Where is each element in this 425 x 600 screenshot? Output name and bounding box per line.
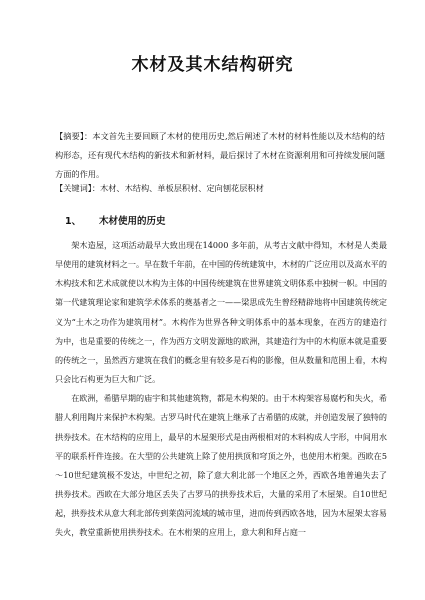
section-heading <box>65 213 166 227</box>
abstract-label: 【摘要】： <box>55 131 93 141</box>
keywords-label: 【关键词】： <box>55 183 101 193</box>
body-paragraph: 架木造屋，这项活动最早大致出现在14000 多年前，从考古文献中得知，木材是人类最早使用的建筑材料之一。早在数千年前，在中国的传统建筑中，木材的广泛应用以及高水平的木构技术和艺术成就使以木构为主体的中国传统建筑在世界建筑文明体系中独树一帜。中国的第一代建筑理论家和建筑学术体系的奠基者之一——梁思成先生曾经精辟地将中国建筑传统定义为“土木之功作为建筑用材”。木构作为世界各种文明体系中的基本现象，在西方的建造行为中，也是重要的传统之一，作为西方文明发源地的欧洲，其建造行为中的木构原本就是重要的传统之一，虽然西方建筑在我们的概念里有较多是石构的影像，但从数量和范围上看，木构只会比石构更为巨大和广泛。 <box>55 240 387 385</box>
section-body <box>55 236 387 543</box>
keywords <box>55 181 385 195</box>
keywords-text: 木材、木结构、单板层积材、定向刨花层积材 <box>100 183 264 193</box>
abstract-text: 本文首先主要回顾了木材的使用历史,然后阐述了木材的材料性能以及木结构的结构形态，还有现代木结构的新技术和新材料，最后探讨了木材在资源利用和可持续发展问题方面的作用。 <box>55 131 385 179</box>
section-title: 木材使用的历史 <box>99 216 166 227</box>
body-paragraph: 在欧洲，希腊早期的庙宇和其他建筑物，都是木构架的。由于木构架容易腐朽和失火，希腊人利用陶片来保护木构架。古罗马时代在建筑上继承了古希腊的成就，并创造发展了独特的拱券技术。在木结构的应用上，最早的木屋架形式是由两根相对的木料构成人字形，中间用水平的联系杆件连接。在大型的公共建筑上除了使用拱顶和穹顶之外，也使用木桁架。西欧在5～10世纪建筑极不发达，中世纪之初，除了意大利北部一个地区之外，西欧各地普遍失去了拱券技术。西欧在大部分地区丢失了古罗马的拱券技术后，大量的采用了木屋架。自10世纪起，拱券技术从意大利北部传到莱茵河流域的城市里，进而传到西欧各地，因为木屋架太容易失火，教堂重新使用拱券技术。在木桁架的应用上，意大利和拜占庭一 <box>55 393 387 538</box>
section-number: 1、 <box>65 216 82 227</box>
paper-title: 木材及其木结构研究 <box>131 55 294 75</box>
abstract <box>55 127 385 184</box>
